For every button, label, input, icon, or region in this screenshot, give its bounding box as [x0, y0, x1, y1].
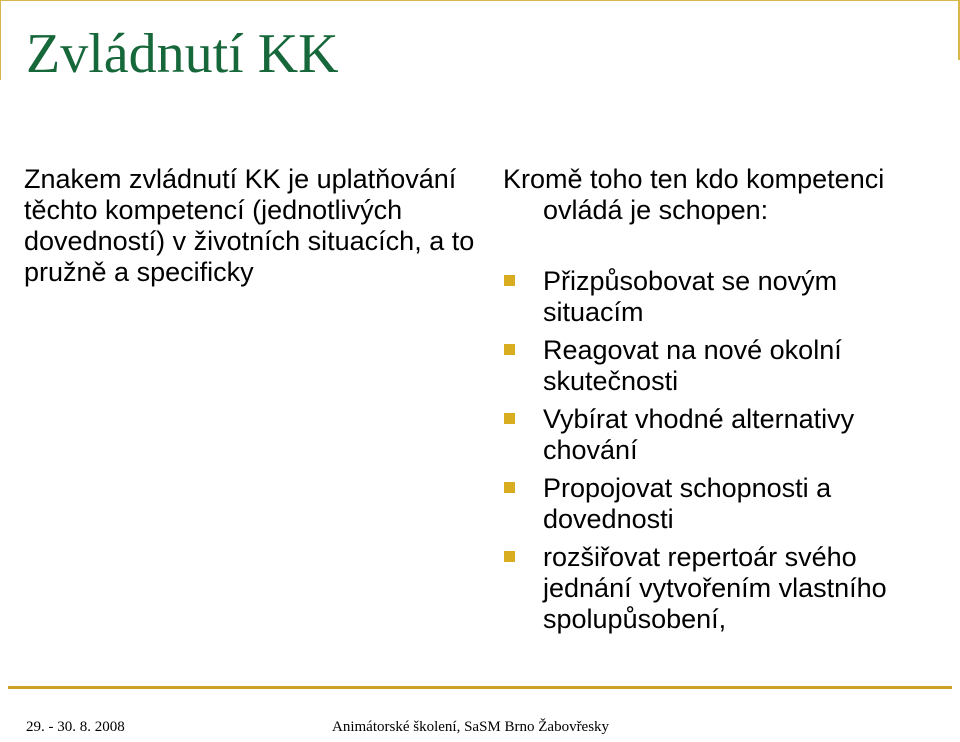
square-bullet-icon	[504, 482, 515, 493]
right-intro-text: Kromě toho ten kdo kompetenci ovládá je schopen:	[503, 164, 885, 225]
bullet-item	[503, 404, 943, 466]
frame-left-line	[0, 0, 1, 80]
bullet-text: Reagovat na nové okolní skutečnosti	[543, 335, 842, 396]
square-bullet-icon	[504, 413, 515, 424]
footer-divider	[8, 686, 952, 689]
bullet-text: Přizpůsobovat se novým situacím	[543, 266, 838, 327]
square-bullet-icon	[504, 551, 515, 562]
square-bullet-icon	[504, 344, 515, 355]
square-bullet-icon	[504, 275, 515, 286]
bullet-item	[503, 542, 943, 635]
bullet-text: Propojovat schopnosti a dovednosti	[543, 473, 832, 534]
frame-top-line	[0, 0, 960, 1]
bullet-text: rozšiřovat repertoár svého jednání vytvořením vlastního spolupůsobení,	[543, 542, 887, 634]
bullet-item	[503, 335, 943, 397]
slide-title: Zvládnutí KK	[26, 23, 339, 85]
left-column-text: Znakem zvládnutí KK je uplatňování těchto kompetencí (jednotlivých dovedností) v životních situacích, a to pružně a specificky	[24, 164, 475, 287]
bullet-text: Vybírat vhodné alternativy chování	[543, 404, 855, 465]
right-column	[503, 164, 943, 642]
bullet-list	[503, 266, 943, 635]
bullet-item	[503, 473, 943, 535]
bullet-item	[503, 266, 943, 328]
footer-date: 29. - 30. 8. 2008	[26, 719, 125, 735]
footer-event-name: Animátorské školení, SaSM Brno Žabovřesky	[332, 719, 610, 735]
